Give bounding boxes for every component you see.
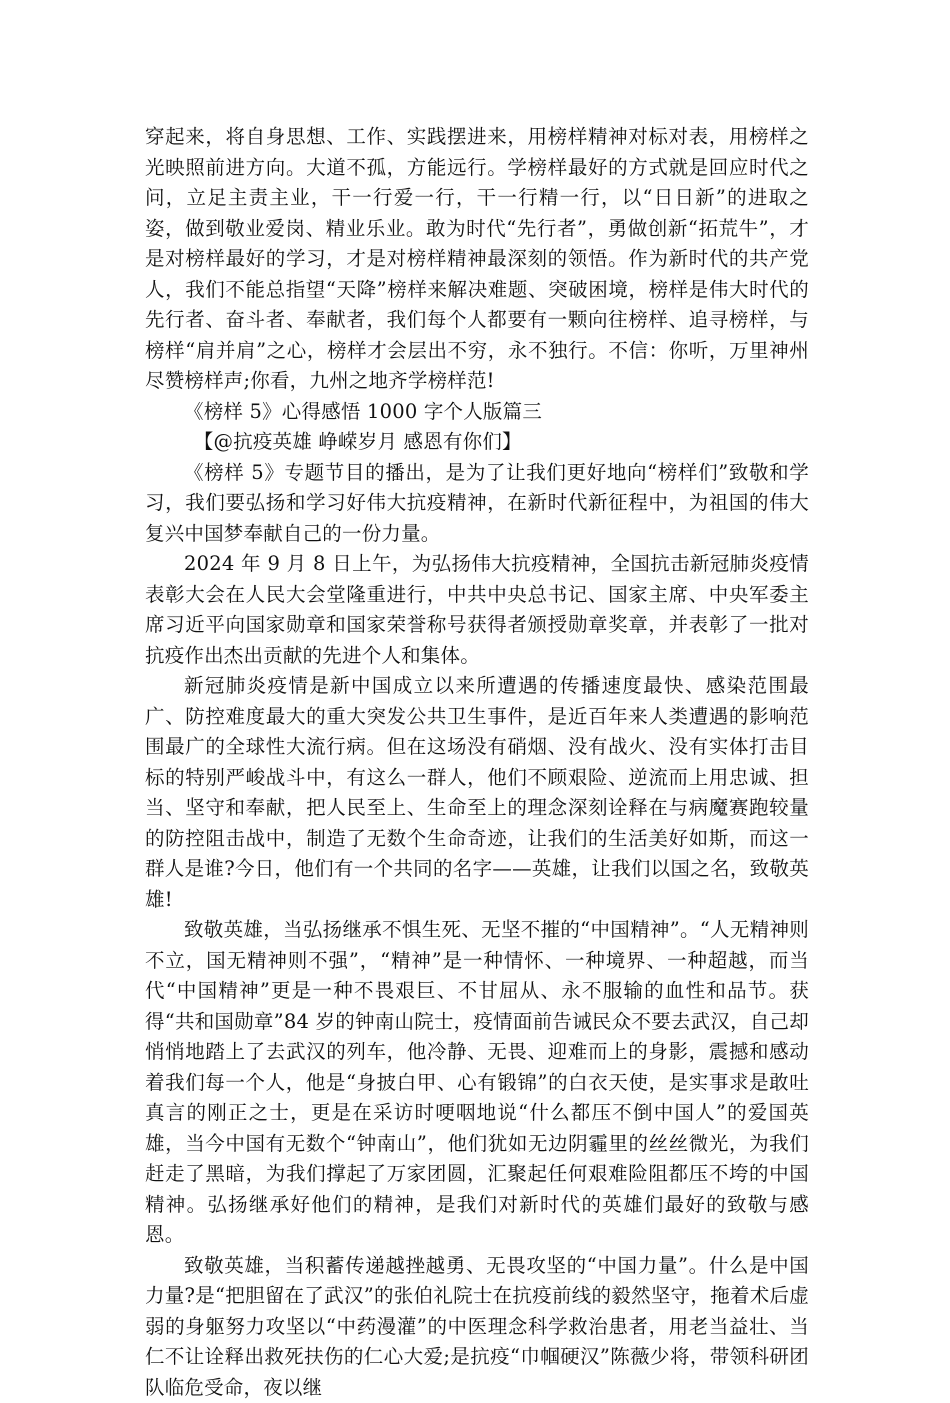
document-body [145,122,809,1403]
body-paragraph: 新冠肺炎疫情是新中国成立以来所遭遇的传播速度最快、感染范围最广、防控难度最大的重大突发公共卫生事件，是近百年来人类遭遇的影响范围最广的全球性大流行病。但在这场没有硝烟、没有战火、没有实体打击目标的特别严峻战斗中，有这么一群人，他们不顾艰险、逆流而上用忠诚、担当、坚守和奉献，把人民至上、生命至上的理念深刻诠释在与病魔赛跑较量的防控阻击战中，制造了无数个生命奇迹，让我们的生活美好如斯，而这一群人是谁?今日，他们有一个共同的名字——英雄，让我们以国之名，致敬英雄! [145,671,809,915]
body-paragraph: 致敬英雄，当积蓄传递越挫越勇、无畏攻坚的“中国力量”。什么是中国力量?是“把胆留在了武汉”的张伯礼院士在抗疫前线的毅然坚守，拖着术后虚弱的身躯努力攻坚以“中药漫灌”的中医理念科学救治患者，用老当益壮、当仁不让诠释出救死扶伤的仁心大爱;是抗疫“巾帼硬汉”陈薇少将，带领科研团队临危受命，夜以继 [145,1251,809,1403]
section-title: 《榜样 5》心得感悟 1000 字个人版篇三 [145,397,809,428]
continuation-paragraph: 穿起来，将自身思想、工作、实践摆进来，用榜样精神对标对表，用榜样之光映照前进方向。大道不孤，方能远行。学榜样最好的方式就是回应时代之问，立足主责主业，干一行爱一行，干一行精一行，以“日日新”的进取之姿，做到敬业爱岗、精业乐业。敢为时代“先行者”，勇做创新“拓荒牛”，才是对榜样最好的学习，才是对榜样精神最深刻的领悟。作为新时代的共产党人，我们不能总指望“天降”榜样来解决难题、突破困境，榜样是伟大时代的先行者、奋斗者、奉献者，我们每个人都要有一颗向往榜样、追寻榜样，与榜样“肩并肩”之心，榜样才会层出不穷，永不独行。不信：你听，万里神州尽赞榜样声;你看，九州之地齐学榜样范! [145,122,809,397]
body-paragraph: 2024 年 9 月 8 日上午，为弘扬伟大抗疫精神，全国抗击新冠肺炎疫情表彰大会在人民大会堂隆重进行，中共中央总书记、国家主席、中央军委主席习近平向国家勋章和国家荣誉称号获得者颁授勋章奖章，并表彰了一批对抗疫作出杰出贡献的先进个人和集体。 [145,549,809,671]
body-paragraph: 《榜样 5》专题节目的播出，是为了让我们更好地向“榜样们”致敬和学习，我们要弘扬和学习好伟大抗疫精神，在新时代新征程中，为祖国的伟大复兴中国梦奉献自己的一份力量。 [145,458,809,550]
body-paragraph: 致敬英雄，当弘扬继承不惧生死、无坚不摧的“中国精神”。“人无精神则不立，国无精神则不强”，“精神”是一种情怀、一种境界、一种超越，而当代“中国精神”更是一种不畏艰巨、不甘屈从、永不服输的血性和品节。获得“共和国勋章”84 岁的钟南山院士，疫情面前告诫民众不要去武汉，自己却悄悄地踏上了去武汉的列车，他冷静、无畏、迎难而上的身影，震撼和感动着我们每一个人，他是“身披白甲、心有锻锦”的白衣天使，是实事求是敢吐真言的刚正之士，更是在采访时哽咽地说“什么都压不倒中国人”的爱国英雄，当今中国有无数个“钟南山”，他们犹如无边阴霾里的丝丝微光，为我们赶走了黑暗，为我们撑起了万家团圆，汇聚起任何艰难险阻都压不垮的中国精神。弘扬继承好他们的精神，是我们对新时代的英雄们最好的致敬与感恩。 [145,915,809,1251]
section-subtitle: 【@抗疫英雄 峥嵘岁月 感恩有你们】 [145,427,809,458]
